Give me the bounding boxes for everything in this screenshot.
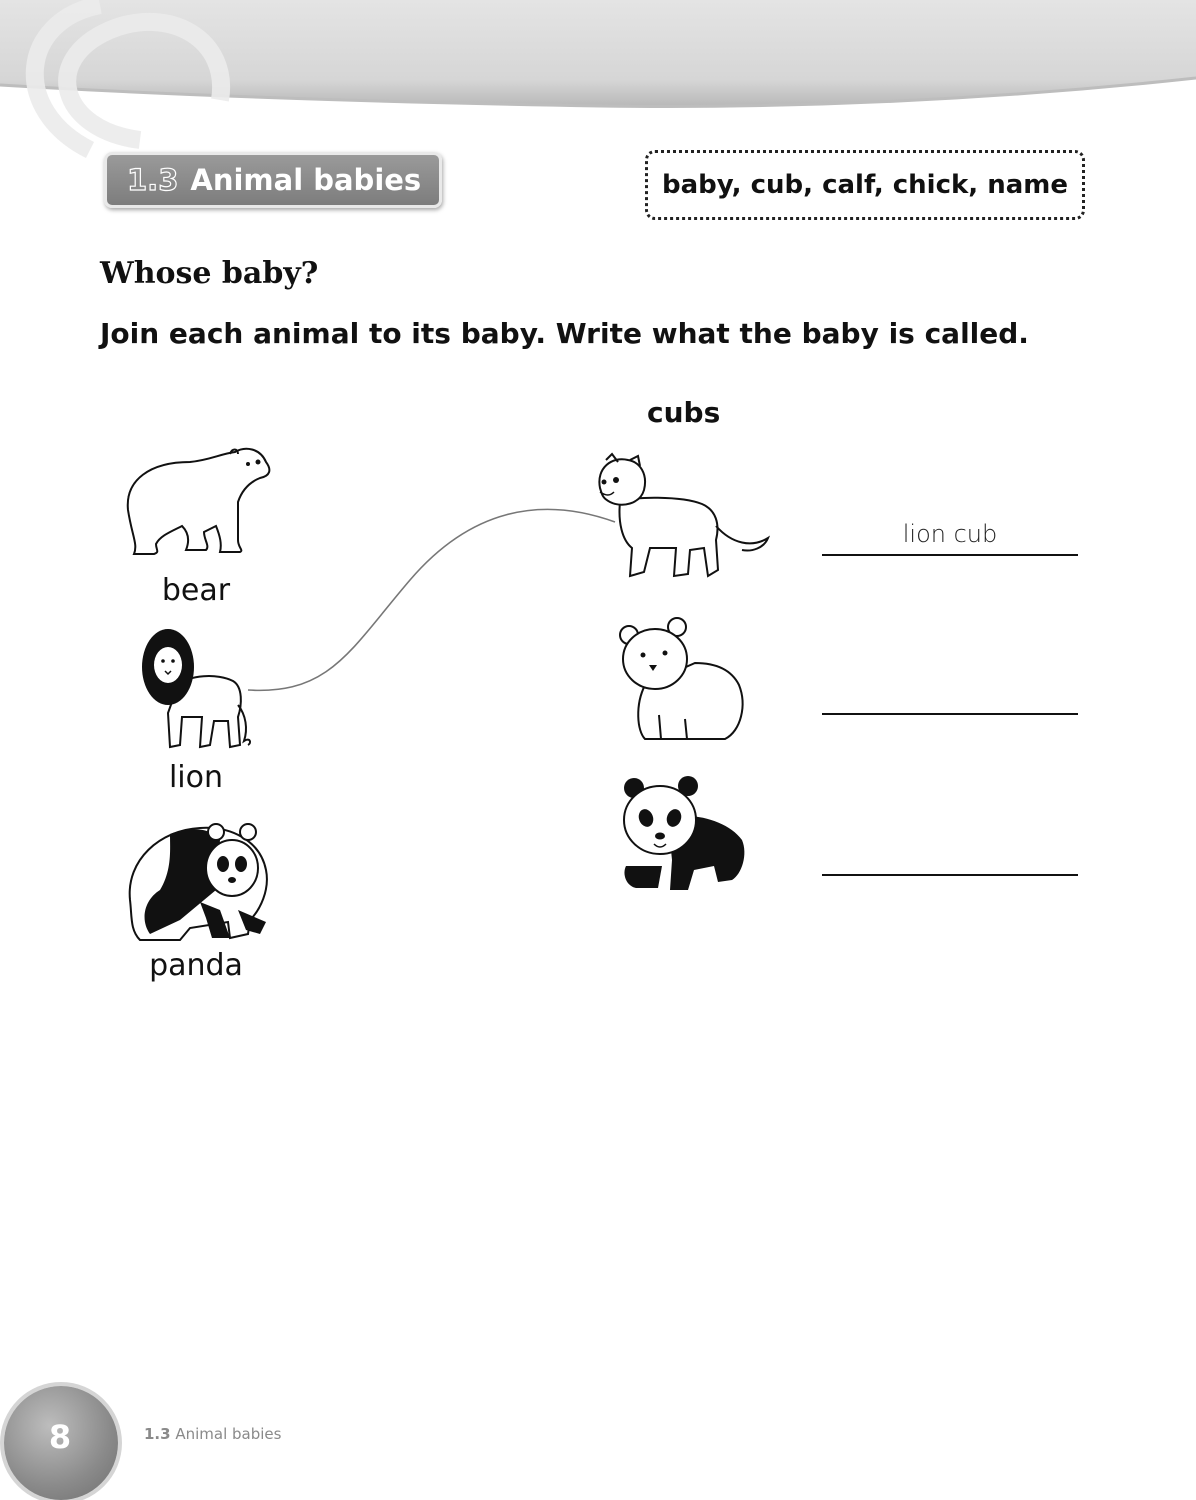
answer-line-3[interactable] — [822, 874, 1078, 876]
bear-cub-icon — [615, 615, 755, 745]
section-badge — [104, 152, 442, 208]
animal-label-bear: bear — [161, 573, 231, 608]
section-title: Animal babies — [190, 163, 422, 197]
instruction-text — [100, 317, 1029, 350]
footer-section-title: Animal babies — [175, 1425, 282, 1443]
answer-line-1[interactable] — [822, 554, 1078, 556]
section-number: 1.3 — [127, 163, 179, 197]
panda-icon — [120, 810, 275, 945]
page-number: 8 — [48, 1418, 72, 1456]
instruction-part-2: Write what the baby is called. — [546, 317, 1029, 350]
word-box-text: baby, cub, calf, chick, name — [661, 170, 1069, 200]
answer-line-2[interactable] — [822, 713, 1078, 715]
baby-column-heading: cubs — [647, 396, 721, 429]
animal-label-lion: lion — [168, 760, 224, 795]
instruction-bold-word: baby. — [460, 317, 547, 350]
animal-label-panda: panda — [149, 948, 243, 983]
answer-text-1: lion cub — [902, 520, 998, 548]
activity-heading: Whose baby? — [100, 256, 319, 291]
lion-icon — [138, 625, 253, 755]
instruction-part-1: Join each animal to its — [100, 317, 461, 350]
footer-section-label — [144, 1425, 281, 1443]
panda-cub-icon — [618, 770, 748, 895]
footer-section-number: 1.3 — [144, 1425, 171, 1443]
joining-line — [240, 500, 630, 700]
lion-cub-icon — [592, 452, 772, 582]
word-box — [645, 150, 1085, 220]
header-band — [0, 0, 1196, 160]
